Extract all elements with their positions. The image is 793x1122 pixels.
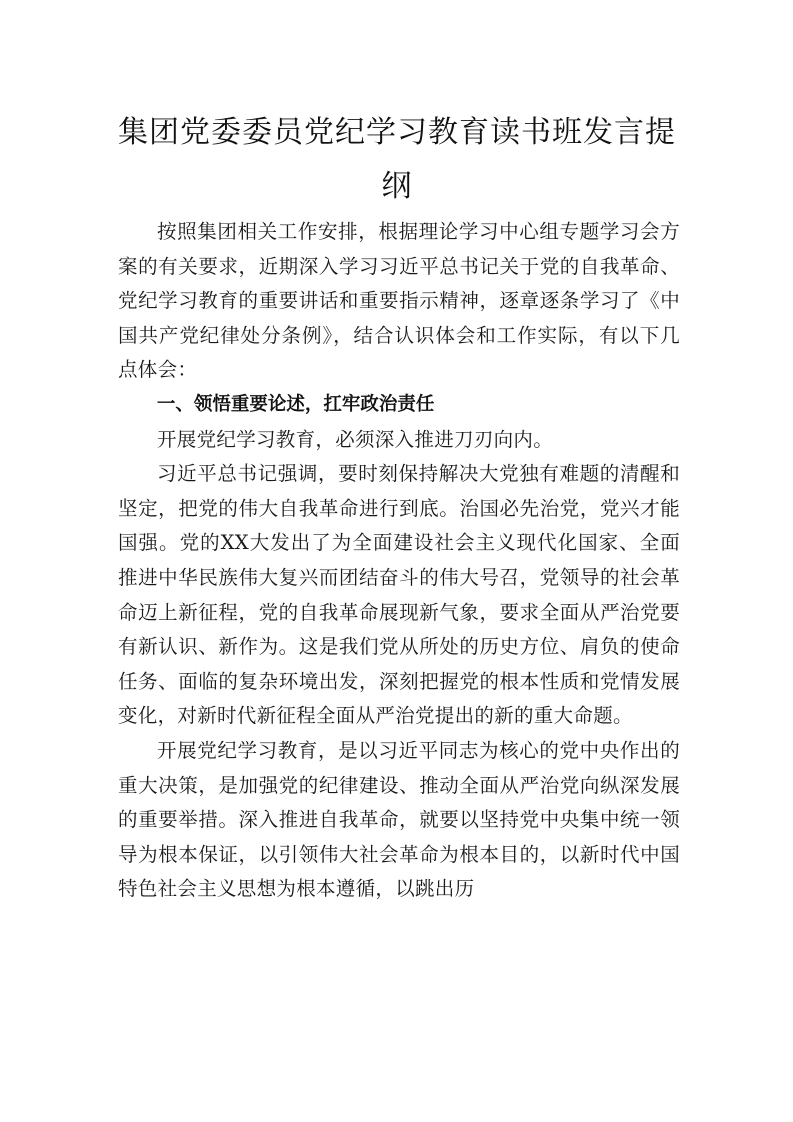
body-paragraph-3: 开展党纪学习教育，是以习近平同志为核心的党中央作出的重大决策，是加强党的纪律建设、推动全面从严治党向纵深发展的重要举措。深入推进自我革命，就要以坚持党中央集中统一领导为根本保证，以引领伟大社会革命为根本目的，以新时代中国特色社会主义思想为根本遵循，以跳出历 [118, 738, 680, 901]
body-paragraph-1: 开展党纪学习教育，必须深入推进刀刃向内。 [157, 427, 554, 451]
section-heading-1: 一、领悟重要论述，扛牢政治责任 [156, 393, 435, 415]
document-body [118, 215, 680, 907]
document-title: 集团党委委员党纪学习教育读书班发言提纲 [118, 115, 676, 204]
intro-paragraph: 按照集团相关工作安排，根据理论学习中心组专题学习会方案的有关要求，近期深入学习习近平总书记关于党的自我革命、党纪学习教育的重要讲话和重要指示精神，逐章逐条学习了《中国共产党纪律处分条例》，结合认识体会和工作实际，有以下几点体会： [118, 220, 680, 382]
body-paragraph-2: 习近平总书记强调，要时刻保持解决大党独有难题的清醒和坚定，把党的伟大自我革命进行到底。治国必先治党，党兴才能国强。党的XX大发出了为全面建设社会主义现代化国家、全面推进中华民族伟大复兴而团结奋斗的伟大号召，党领导的社会革命迈上新征程，党的自我革命展现新气象，要求全面从严治党要有新认识、新作为。这是我们党从所处的历史方位、肩负的使命任务、面临的复杂环境出发，深刻把握党的根本性质和党情发展变化，对新时代新征程全面从严治党提出的新的重大命题。 [118, 462, 680, 728]
